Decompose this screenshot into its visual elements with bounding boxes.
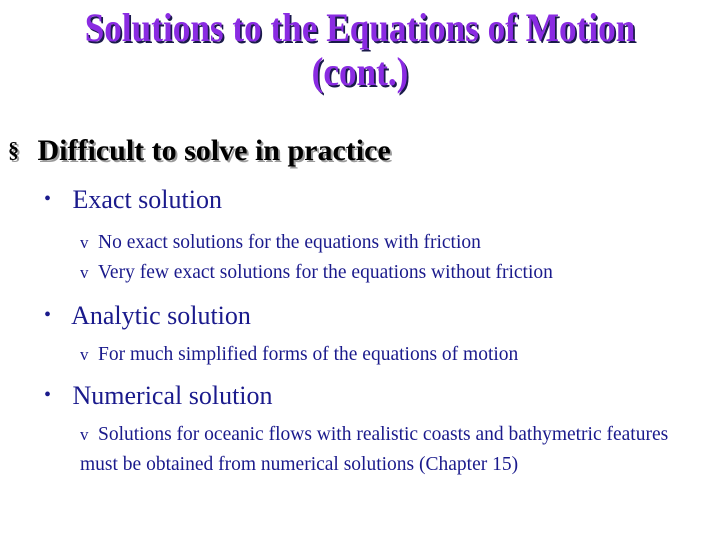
detail-text: Very few exact solutions for the equations without friction bbox=[98, 262, 553, 283]
bullet-label: Exact solution bbox=[72, 185, 222, 214]
bullet-label: Numerical solution bbox=[72, 381, 273, 410]
bullet-exact-solution bbox=[44, 184, 222, 215]
bullet-numerical-solution bbox=[44, 380, 273, 411]
bullet-analytic-solution bbox=[44, 300, 251, 331]
detail-text: Solutions for oceanic flows with realistic coasts and bathymetric features must be obtained from numerical solutions (Chapter 15) bbox=[80, 424, 669, 475]
detail-text: For much simplified forms of the equations of motion bbox=[98, 344, 519, 365]
diamond-bullet-icon: v bbox=[80, 263, 89, 282]
round-bullet-icon: • bbox=[44, 384, 52, 406]
detail-item bbox=[80, 258, 700, 288]
detail-item bbox=[80, 228, 700, 258]
main-heading-text: Difficult to solve in practice bbox=[37, 134, 391, 167]
slide-title bbox=[43, 6, 677, 94]
bullet-label: Analytic solution bbox=[71, 301, 251, 330]
diamond-bullet-icon: v bbox=[80, 345, 89, 364]
slide-title-line-2: (cont.) bbox=[311, 49, 409, 94]
detail-item bbox=[80, 340, 700, 370]
detail-text: No exact solutions for the equations with friction bbox=[98, 232, 481, 253]
diamond-bullet-icon: v bbox=[80, 425, 89, 444]
slide-title-line-1: Solutions to the Equations of Motion bbox=[84, 5, 636, 50]
round-bullet-icon: • bbox=[44, 304, 52, 326]
round-bullet-icon: • bbox=[44, 188, 52, 210]
detail-item bbox=[80, 420, 680, 480]
main-heading bbox=[8, 132, 391, 169]
diamond-bullet-icon: v bbox=[80, 233, 89, 252]
square-bullet-icon: § bbox=[8, 137, 19, 162]
